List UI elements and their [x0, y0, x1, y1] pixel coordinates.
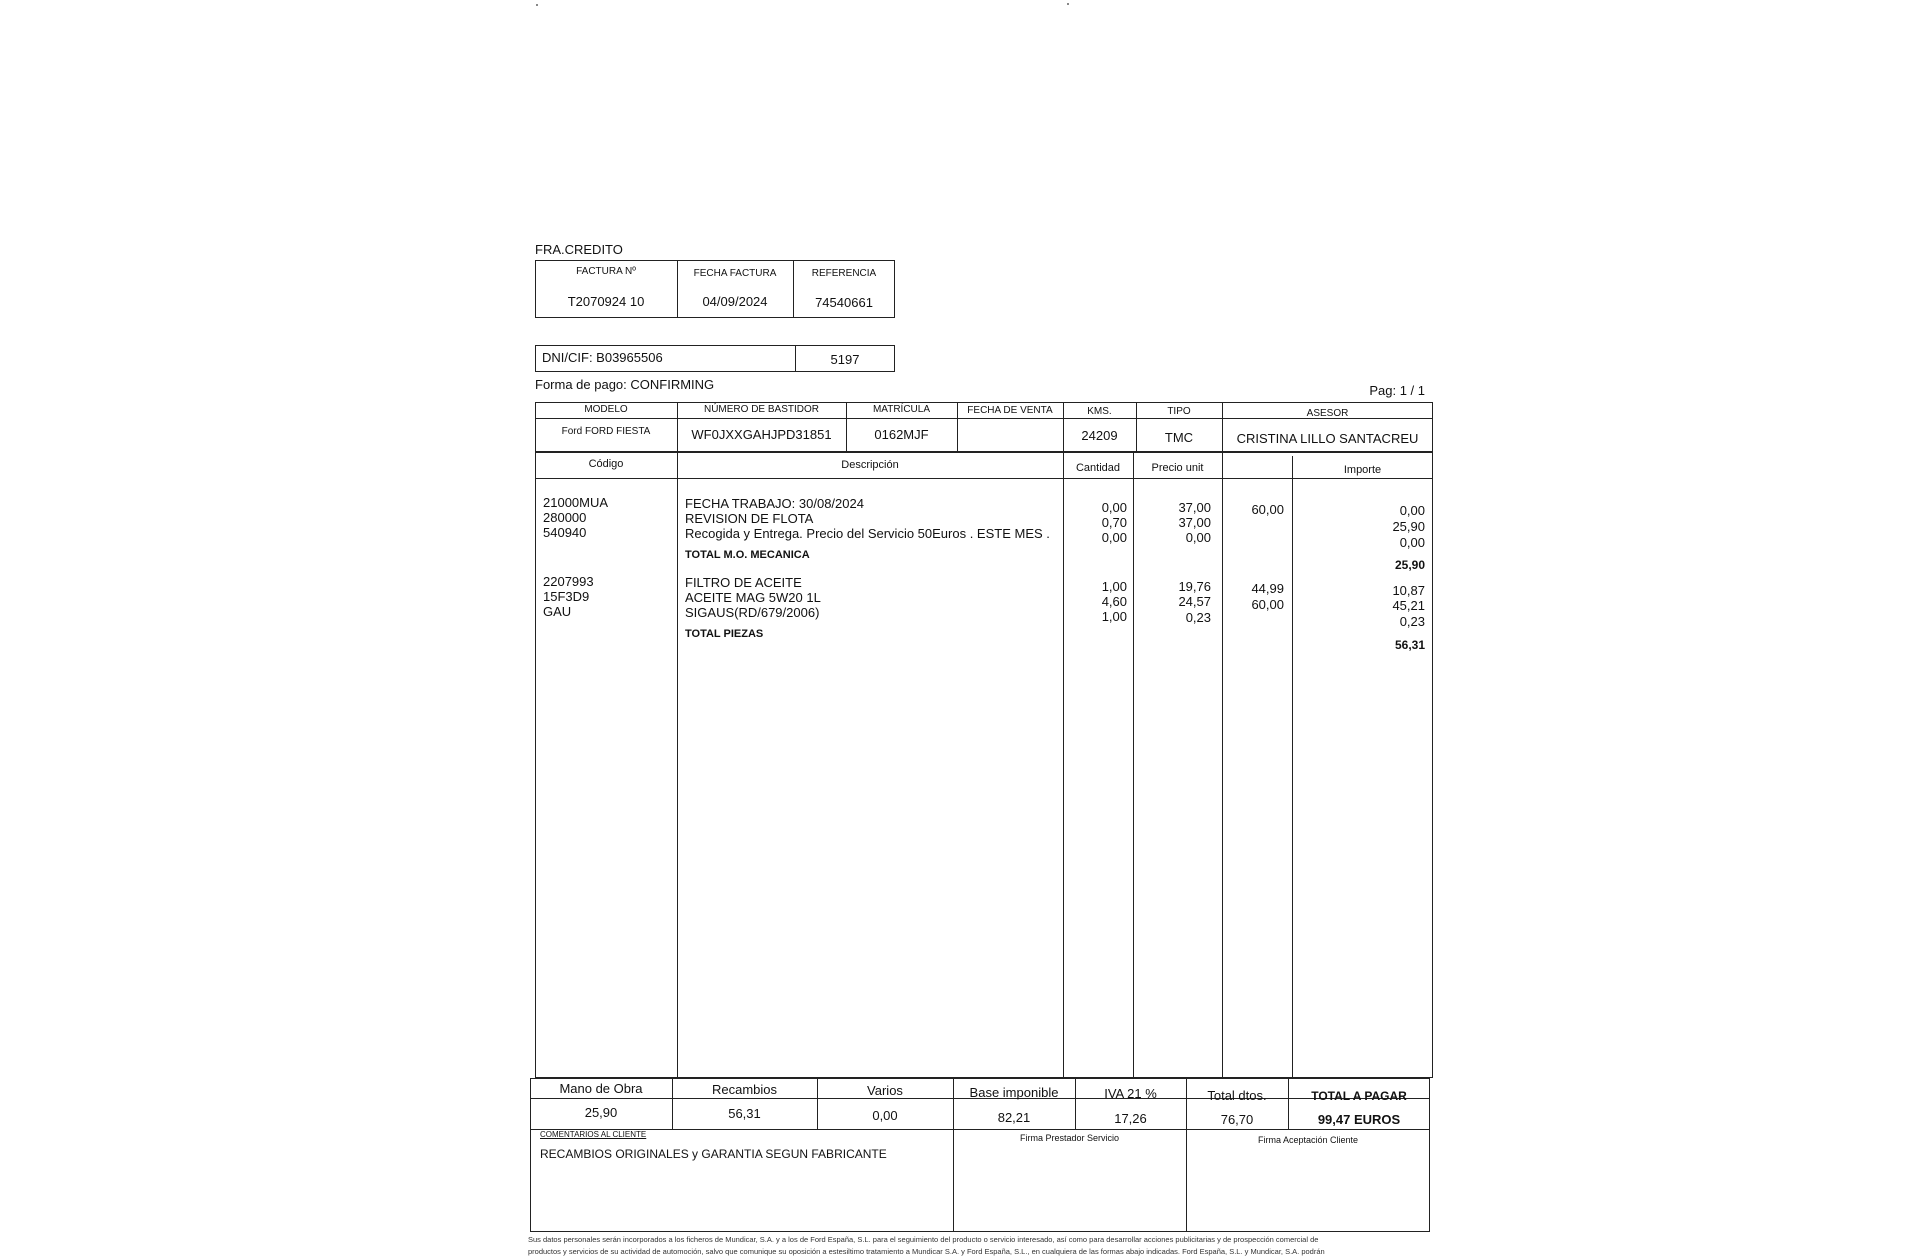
header-advisor: ASESOR	[1306, 408, 1349, 419]
subtotal-labor-label: TOTAL M.O. MECANICA	[685, 549, 810, 561]
vehicle-vin: WF0JXXGAHJPD31851	[691, 427, 832, 442]
total-parts: 56,31	[728, 1106, 761, 1121]
header-type: TIPO	[1167, 406, 1191, 417]
line-amount: 25,90	[1392, 519, 1425, 534]
subtotal-parts-label: TOTAL PIEZAS	[685, 628, 764, 640]
line-code: 540940	[543, 525, 587, 540]
total-vat-label: IVA 21 %	[1104, 1086, 1157, 1101]
line-discount: 60,00	[1251, 502, 1284, 517]
part-qty: 4,60	[1101, 594, 1127, 609]
total-vat: 17,26	[1114, 1111, 1147, 1126]
part-code: 15F3D9	[543, 589, 590, 604]
part-qty: 1,00	[1101, 609, 1127, 624]
total-misc: 0,00	[872, 1108, 898, 1123]
col-description: Descripción	[841, 459, 899, 471]
line-unit-price: 37,00	[1178, 515, 1211, 530]
invoice-reference: 74540661	[815, 295, 873, 310]
part-description: ACEITE MAG 5W20 1L	[685, 590, 821, 605]
line-qty: 0,00	[1101, 530, 1127, 545]
client-dni: DNI/CIF: B03965506	[542, 350, 663, 365]
total-labor-label: Mano de Obra	[559, 1081, 643, 1096]
line-qty: 0,00	[1101, 500, 1127, 515]
scan-speck	[1067, 3, 1069, 5]
total-base: 82,21	[997, 1110, 1031, 1125]
part-amount: 0,23	[1399, 614, 1425, 629]
scan-speck	[536, 4, 538, 6]
total-parts-label: Recambios	[711, 1082, 778, 1097]
total-base-label: Base imponible	[969, 1085, 1059, 1100]
invoice-date: 04/09/2024	[702, 294, 768, 309]
header-kms: KMS.	[1087, 406, 1112, 417]
payment-method: Forma de pago: CONFIRMING	[535, 377, 715, 392]
footer-line: productos y servicios de su actividad de automoción, salvo que comunique su oposición a estesiltimo tratamiento a Mundicar S.A. y Ford España, S.L., en cualquiera de las formas abajo indicadas. Ford España, S.L. y Mundicar, S.A. podrán	[528, 1247, 1325, 1256]
part-code: 2207993	[543, 574, 594, 589]
part-qty: 1,00	[1101, 579, 1127, 594]
col-unit-price: Precio unit	[1151, 462, 1204, 474]
total-discounts-label: Total dtos.	[1207, 1088, 1267, 1103]
line-description: Recogida y Entrega. Precio del Servicio 50Euros . ESTE MES .	[685, 526, 1050, 541]
part-unit-price: 19,76	[1178, 579, 1211, 594]
total-labor: 25,90	[584, 1105, 618, 1120]
col-code: Código	[588, 458, 624, 470]
vehicle-advisor: CRISTINA LILLO SANTACREU	[1236, 431, 1419, 446]
col-qty: Cantidad	[1075, 462, 1121, 474]
part-amount: 45,21	[1392, 598, 1425, 613]
document-type: FRA.CREDITO	[535, 242, 623, 257]
part-unit-price: 24,57	[1178, 594, 1211, 609]
vehicle-type: TMC	[1164, 430, 1194, 445]
comments-label: COMENTARIOS AL CLIENTE	[540, 1130, 647, 1139]
header-model: MODELO	[584, 404, 628, 415]
comments-text: RECAMBIOS ORIGINALES y GARANTIA SEGUN FABRICANTE	[540, 1147, 887, 1161]
invoice-date-label: FECHA FACTURA	[693, 268, 777, 279]
subtotal-labor-amount: 25,90	[1394, 558, 1425, 572]
part-description: FILTRO DE ACEITE	[685, 575, 802, 590]
line-code: 280000	[543, 510, 587, 525]
footer-line: Sus datos personales serán incorporados a los ficheros de Mundicar, S.A. y a los de Ford España, S.L. para el seguimiento del producto o servicio interesado, así como para desarrollar acciones publicitarias y de prospección comercial de	[528, 1235, 1319, 1244]
total-to-pay-label: TOTAL A PAGAR	[1311, 1089, 1407, 1103]
total-discounts: 76,70	[1220, 1112, 1254, 1127]
invoice-number: T2070924 10	[567, 294, 645, 309]
client-code: 5197	[830, 352, 860, 367]
page-number: Pag: 1 / 1	[1369, 383, 1425, 398]
signature-client-label: Firma Aceptación Cliente	[1257, 1135, 1359, 1145]
invoice-number-label: FACTURA Nº	[576, 266, 636, 277]
part-code: GAU	[543, 604, 572, 619]
line-unit-price: 0,00	[1185, 530, 1211, 545]
line-amount: 0,00	[1399, 503, 1425, 518]
part-description: SIGAUS(RD/679/2006)	[685, 605, 820, 620]
subtotal-parts-amount: 56,31	[1394, 638, 1425, 652]
part-discount: 44,99	[1251, 581, 1284, 596]
vehicle-model: Ford FORD FIESTA	[561, 426, 651, 437]
total-to-pay: 99,47 EUROS	[1317, 1112, 1401, 1127]
col-amount: Importe	[1343, 464, 1382, 476]
part-amount: 10,87	[1392, 583, 1425, 598]
line-unit-price: 37,00	[1178, 500, 1211, 515]
invoice-reference-label: REFERENCIA	[811, 268, 877, 279]
part-unit-price: 0,23	[1185, 610, 1211, 625]
header-sale-date: FECHA DE VENTA	[967, 405, 1053, 416]
header-plate: MATRÍCULA	[872, 404, 931, 415]
line-code: 21000MUA	[543, 495, 609, 510]
part-discount: 60,00	[1251, 597, 1284, 612]
signature-provider-label: Firma Prestador Servicio	[1019, 1133, 1120, 1143]
line-description: FECHA TRABAJO: 30/08/2024	[685, 496, 864, 511]
line-qty: 0,70	[1101, 515, 1127, 530]
line-amount: 0,00	[1399, 535, 1425, 550]
header-vin: NÚMERO DE BASTIDOR	[703, 404, 819, 415]
vehicle-kms: 24209	[1081, 428, 1118, 443]
total-misc-label: Varios	[867, 1083, 903, 1098]
vehicle-plate: 0162MJF	[874, 427, 929, 442]
line-description: REVISION DE FLOTA	[685, 511, 814, 526]
